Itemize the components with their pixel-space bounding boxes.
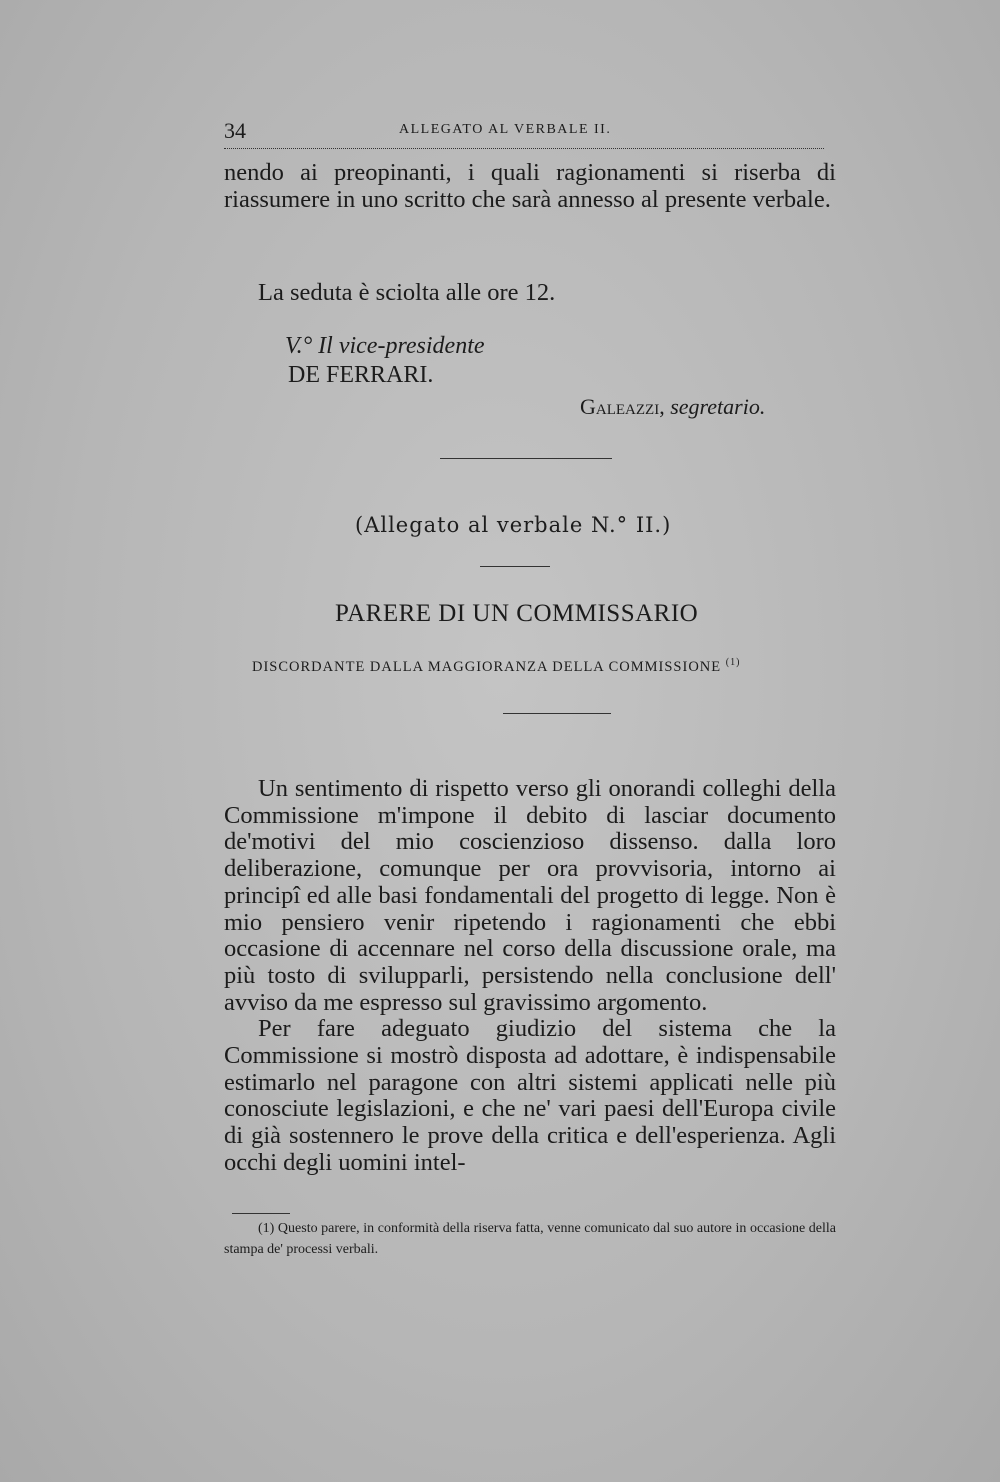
- vice-president-title: Il vice-presidente: [318, 333, 485, 359]
- title-divider: [503, 713, 611, 714]
- footnote: [224, 1218, 836, 1260]
- body-paragraph-2: Per fare adeguato giudizio del sistema che la Commissione si mostrò disposta ad adottare, è indispensabile estimarlo nel paragone con altri sistemi applicati nelle più conosciute legislazioni, e che ne' vari paesi dell'Europa civile di già sostennero le prove della critica e dell'esperienza. Agli occhi degli uomini intel-: [224, 1015, 836, 1176]
- continued-paragraph-text: nendo ai preopinanti, i quali ragionamenti si riserba di riassumere in uno scritto che sarà annesso al presente verbale.: [224, 159, 836, 213]
- footnote-text: (1) Questo parere, in conformità della riserva fatta, venne comunicato dal suo autore in occasione della stampa de' processi verbali.: [224, 1221, 836, 1257]
- page-number: 34: [224, 118, 246, 143]
- footnote-rule: [232, 1213, 290, 1214]
- closing-line-text: La seduta è sciolta alle ore 12.: [258, 279, 556, 306]
- main-body: [224, 776, 836, 1177]
- annex-subtitle-text: DISCORDANTE DALLA MAGGIORANZA DELLA COMMISSIONE: [252, 658, 722, 675]
- secretary-signature: [580, 394, 765, 420]
- section-divider: [440, 458, 612, 459]
- body-paragraph-1: Un sentimento di rispetto verso gli onorandi colleghi della Commissione m'impone il debito di lasciar documento de'motivi del mio coscienzioso dissenso. dalla loro deliberazione, comunque per ora provvisoria, intorno ai principî ed alle basi fondamentali del progetto di legge. Non è mio pensiero venir ripetendo i ragionamenti che ebbi occasione di accennare nel corso della discussione orale, ma più tosto di svilupparli, persistendo nella conclusione dell' avviso da me espresso sul gravissimo argomento.: [224, 775, 836, 1016]
- footnote-marker: (1): [725, 657, 741, 668]
- vice-president-line: [285, 333, 485, 360]
- closing-line: [224, 280, 836, 307]
- annex-label: (Allegato al verbale N.° II.): [355, 513, 672, 537]
- header-rule: [224, 148, 824, 149]
- vice-president-name: DE FERRARI.: [288, 362, 434, 388]
- vo-mark: V.°: [285, 333, 313, 359]
- short-divider: [480, 566, 550, 567]
- page-header: [224, 118, 824, 148]
- secretary-role: segretario.: [670, 394, 766, 419]
- annex-subtitle: [252, 657, 740, 676]
- running-head: ALLEGATO AL VERBALE II.: [399, 122, 612, 137]
- continued-paragraph: [224, 160, 836, 213]
- secretary-name: Galeazzi,: [580, 394, 665, 419]
- annex-title: PARERE DI UN COMMISSARIO: [335, 600, 699, 627]
